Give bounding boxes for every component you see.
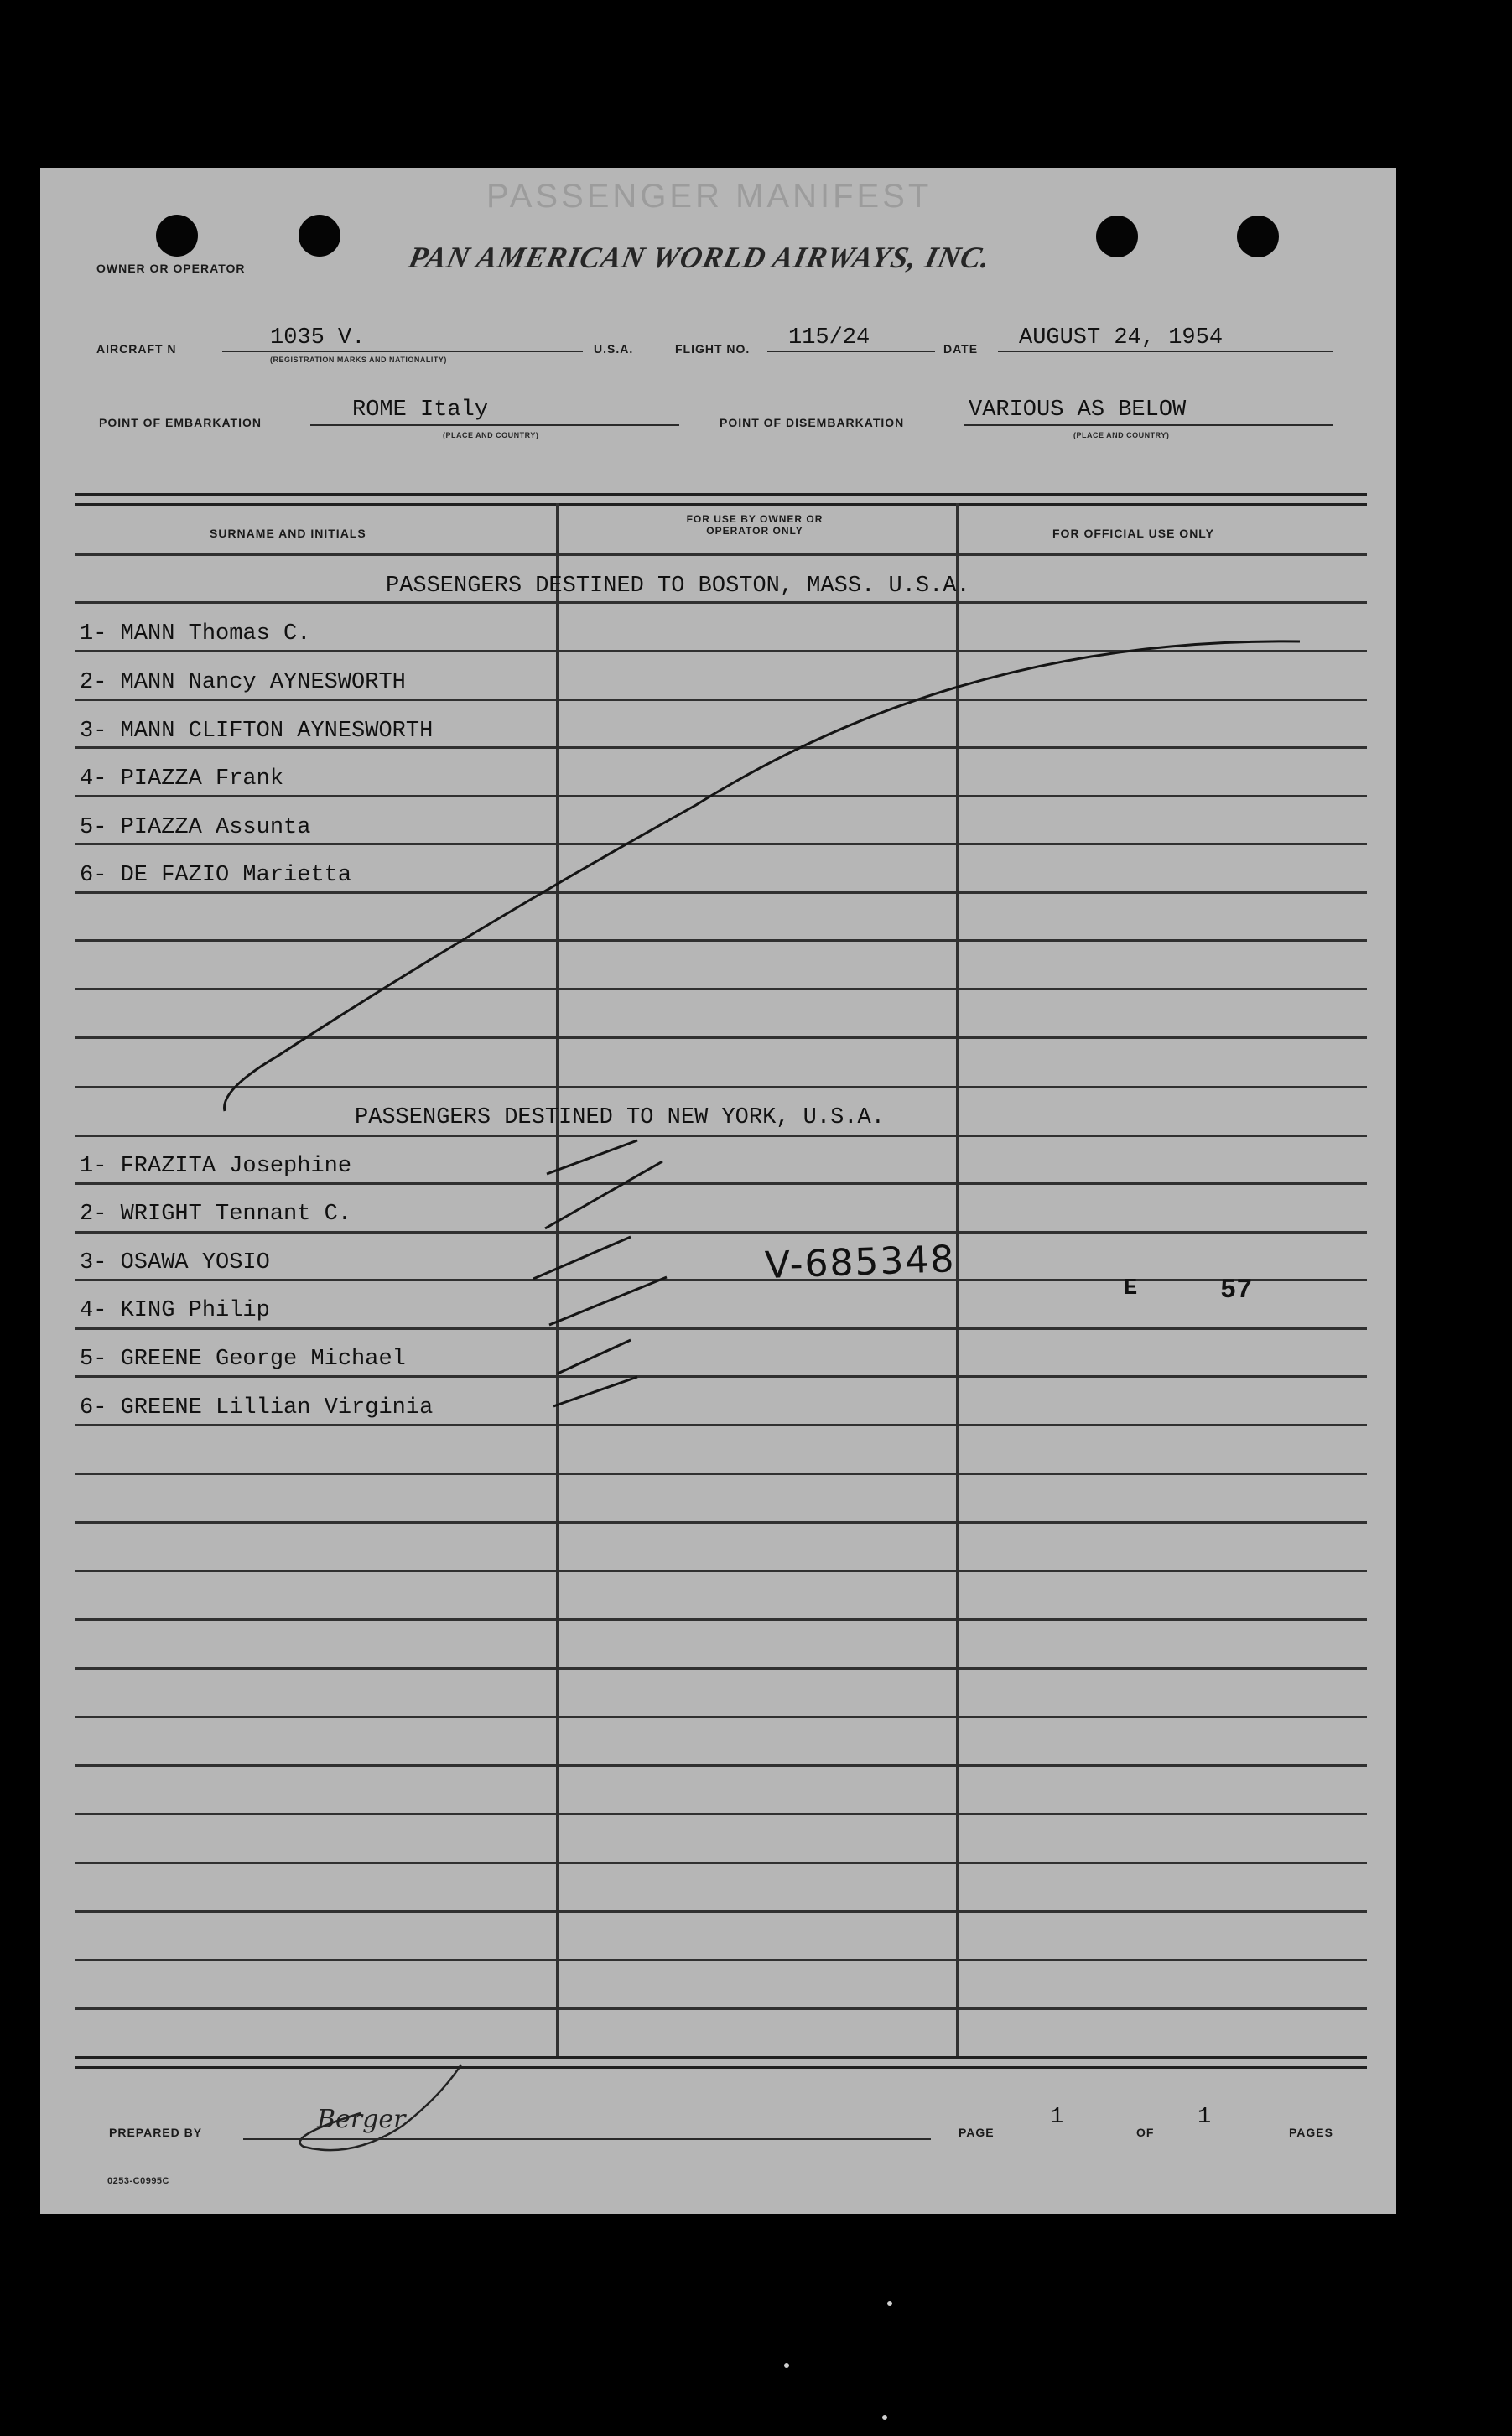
row-rule [75,1036,1367,1039]
row-rule [75,843,1367,845]
row-rule [75,553,1367,556]
owner-label: OWNER OR OPERATOR [96,262,246,275]
pages-label: PAGES [1289,2126,1333,2139]
prepared-by-label: PREPARED BY [109,2126,203,2139]
row-rule [75,1570,1367,1572]
scan-speck [882,2415,887,2420]
col-header-surname: SURNAME AND INITIALS [210,527,366,540]
passenger-row: 6- DE FAZIO Marietta [80,863,352,888]
row-rule [75,795,1367,797]
prepared-by-signature: Berger [317,2105,406,2134]
row-rule [75,1716,1367,1718]
row-rule [75,601,1367,604]
row-rule [75,1086,1367,1088]
disembarkation-caption: (PLACE AND COUNTRY) [1073,431,1170,439]
row-rule [75,699,1367,701]
usa-label: U.S.A. [594,342,634,356]
passenger-row: 4- PIAZZA Frank [80,766,284,792]
aircraft-underline [222,351,583,352]
table-top-rule [75,493,1367,506]
manifest-sheet [40,168,1396,2214]
embarkation-caption: (PLACE AND COUNTRY) [443,431,539,439]
row-rule [75,1959,1367,1961]
row-rule [75,1521,1367,1524]
punch-hole-2 [299,215,340,257]
date-underline [998,351,1333,352]
passenger-row: 1- MANN Thomas C. [80,621,311,647]
passenger-row: 3- MANN CLIFTON AYNESWORTH [80,719,434,744]
row-rule [75,1279,1367,1281]
flight-value: 115/24 [788,325,870,351]
row-rule [75,2007,1367,2010]
passenger-row: 5- GREENE George Michael [80,1347,406,1372]
passenger-row: 2- MANN Nancy AYNESWORTH [80,670,406,695]
of-value: 1 [1198,2105,1212,2130]
passenger-row: 3- OSAWA YOSIO [80,1250,270,1275]
disembarkation-value: VARIOUS AS BELOW [969,397,1187,423]
punch-hole-1 [156,215,198,257]
page-label: PAGE [959,2126,995,2139]
col-header-owner-use: FOR USE BY OWNER OR OPERATOR ONLY [686,513,824,537]
disembarkation-underline [964,424,1333,426]
row-rule [75,1424,1367,1426]
row-rule [75,891,1367,894]
punch-hole-4 [1237,216,1279,257]
embarkation-underline [310,424,679,426]
passenger-row: 4- KING Philip [80,1298,270,1323]
prepared-by-underline [243,2138,931,2140]
flight-label: FLIGHT NO. [675,342,751,356]
passenger-row: 1- FRAZITA Josephine [80,1154,352,1179]
official-code: E [1124,1276,1138,1301]
column-divider-1 [556,503,559,2059]
row-rule [75,1231,1367,1234]
row-rule [75,1862,1367,1864]
row-rule [75,1618,1367,1621]
row-rule [75,1667,1367,1670]
date-value: AUGUST 24, 1954 [1019,325,1224,351]
row-rule [75,1910,1367,1913]
flight-underline [767,351,935,352]
row-rule [75,650,1367,652]
passenger-row: 2- WRIGHT Tennant C. [80,1202,352,1227]
of-label: OF [1136,2126,1155,2139]
registration-caption: (REGISTRATION MARKS AND NATIONALITY) [270,356,447,364]
group-heading-boston: PASSENGERS DESTINED TO BOSTON, MASS. U.S.A. [386,574,970,599]
row-rule [75,939,1367,942]
passenger-row: 6- GREENE Lillian Virginia [80,1395,434,1421]
operator-stamp: PAN AMERICAN WORLD AIRWAYS, INC. [405,241,995,274]
group-heading-new-york: PASSENGERS DESTINED TO NEW YORK, U.S.A. [355,1105,885,1130]
disembarkation-label: POINT OF DISEMBARKATION [720,416,905,429]
row-rule [75,988,1367,990]
row-rule [75,746,1367,749]
scan-speck [784,2363,789,2368]
row-rule [75,1135,1367,1137]
row-rule [75,1182,1367,1185]
page-value: 1 [1050,2105,1064,2130]
column-divider-2 [956,503,959,2059]
punch-hole-3 [1096,216,1138,257]
faint-form-title: PASSENGER MANIFEST [486,178,933,215]
row-rule [75,1764,1367,1767]
embarkation-value: ROME Italy [352,397,489,423]
date-label: DATE [943,342,979,356]
table-bottom-rule [75,2056,1367,2069]
aircraft-value: 1035 V. [270,325,366,351]
row-rule [75,1813,1367,1815]
row-rule [75,1327,1367,1330]
aircraft-label: AIRCRAFT N [96,342,177,356]
passenger-row: 5- PIAZZA Assunta [80,815,311,840]
scan-speck [887,2301,892,2306]
row-rule [75,1375,1367,1378]
official-number: 57 [1220,1275,1253,1306]
embarkation-label: POINT OF EMBARKATION [99,416,262,429]
row-rule [75,1473,1367,1475]
col-header-official-use: FOR OFFICIAL USE ONLY [1052,527,1214,540]
handwritten-visa-number: V-685348 [764,1238,957,1287]
form-code: 0253-C0995C [107,2176,169,2186]
